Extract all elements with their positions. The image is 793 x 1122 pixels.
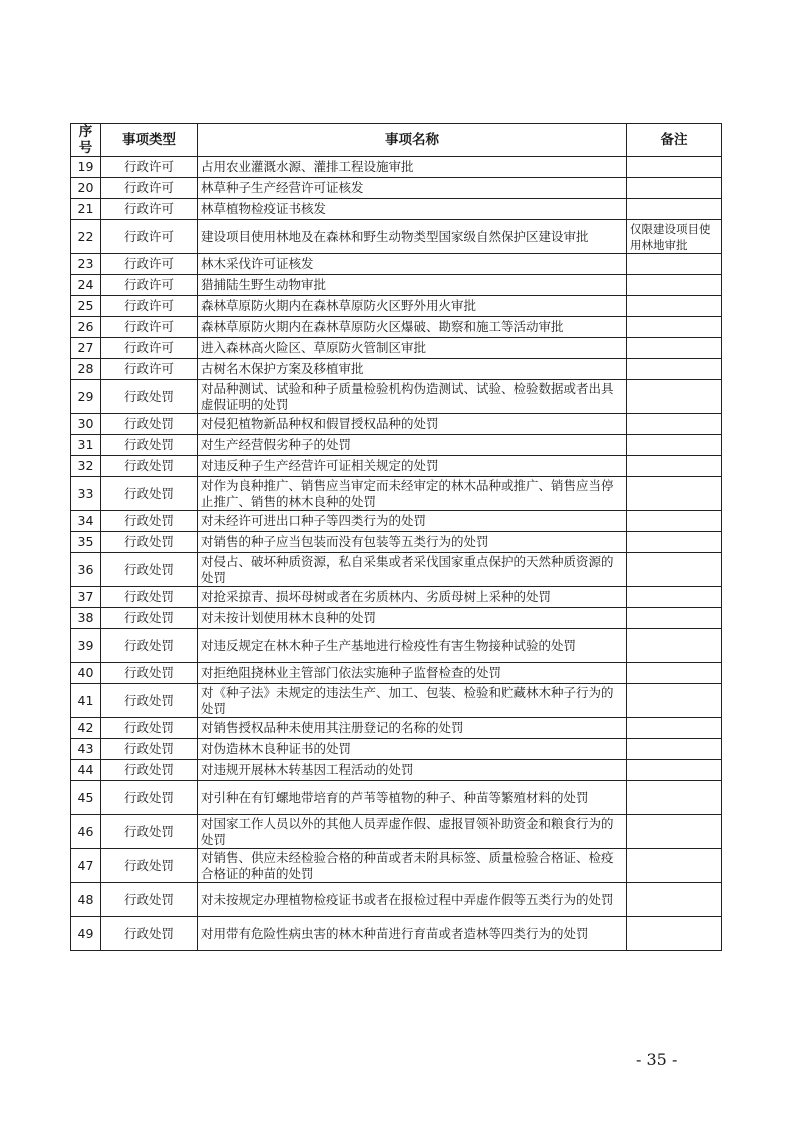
row-serial-number: 44 <box>71 760 101 781</box>
row-serial-number: 40 <box>71 663 101 684</box>
table-row <box>71 199 722 220</box>
page-number: - 35 - <box>636 1050 678 1069</box>
row-remarks <box>627 338 722 359</box>
row-item-name: 森林草原防火期内在森林草原防火区野外用火审批 <box>198 296 627 317</box>
table-row <box>71 883 722 917</box>
table-row <box>71 317 722 338</box>
table-row <box>71 414 722 435</box>
row-item-type: 行政处罚 <box>101 849 198 883</box>
items-table <box>70 123 722 951</box>
row-serial-number: 27 <box>71 338 101 359</box>
row-serial-number: 21 <box>71 199 101 220</box>
table-header-row <box>71 124 722 157</box>
row-remarks <box>627 849 722 883</box>
table-row <box>71 608 722 629</box>
row-item-type: 行政许可 <box>101 220 198 254</box>
table-row <box>71 553 722 587</box>
table-row <box>71 532 722 553</box>
row-remarks <box>627 317 722 338</box>
row-item-name: 对销售的种子应当包装而没有包装等五类行为的处罚 <box>198 532 627 553</box>
row-item-type: 行政许可 <box>101 254 198 275</box>
row-remarks <box>627 157 722 178</box>
row-item-type: 行政处罚 <box>101 532 198 553</box>
row-remarks <box>627 359 722 380</box>
row-remarks <box>627 380 722 414</box>
row-serial-number: 29 <box>71 380 101 414</box>
row-serial-number: 23 <box>71 254 101 275</box>
row-item-type: 行政处罚 <box>101 435 198 456</box>
table-row <box>71 760 722 781</box>
row-item-name: 占用农业灌溉水源、灌排工程设施审批 <box>198 157 627 178</box>
row-remarks <box>627 815 722 849</box>
row-remarks <box>627 435 722 456</box>
row-item-name: 对销售、供应未经检验合格的种苗或者未附具标签、质量检验合格证、检疫合格证的种苗的处罚 <box>198 849 627 883</box>
row-remarks <box>627 917 722 951</box>
table-row <box>71 296 722 317</box>
row-remarks <box>627 883 722 917</box>
row-remarks <box>627 532 722 553</box>
row-remarks <box>627 553 722 587</box>
row-item-name: 建设项目使用林地及在森林和野生动物类型国家级自然保护区建设审批 <box>198 220 627 254</box>
row-item-type: 行政处罚 <box>101 587 198 608</box>
row-item-name: 对生产经营假劣种子的处罚 <box>198 435 627 456</box>
row-serial-number: 26 <box>71 317 101 338</box>
row-item-name: 林草种子生产经营许可证核发 <box>198 178 627 199</box>
row-serial-number: 35 <box>71 532 101 553</box>
row-serial-number: 20 <box>71 178 101 199</box>
table-row <box>71 815 722 849</box>
row-item-name: 对品种测试、试验和种子质量检验机构伪造测试、试验、检验数据或者出具虚假证明的处罚 <box>198 380 627 414</box>
row-serial-number: 32 <box>71 456 101 477</box>
row-item-type: 行政处罚 <box>101 663 198 684</box>
table-row <box>71 254 722 275</box>
row-item-type: 行政处罚 <box>101 456 198 477</box>
table-row <box>71 739 722 760</box>
row-item-name: 林木采伐许可证核发 <box>198 254 627 275</box>
row-item-type: 行政处罚 <box>101 883 198 917</box>
row-serial-number: 25 <box>71 296 101 317</box>
row-item-name: 对拒绝阻挠林业主管部门依法实施种子监督检查的处罚 <box>198 663 627 684</box>
row-remarks <box>627 629 722 663</box>
row-item-type: 行政处罚 <box>101 380 198 414</box>
row-remarks <box>627 178 722 199</box>
row-item-type: 行政处罚 <box>101 781 198 815</box>
row-remarks <box>627 781 722 815</box>
row-item-name: 古树名木保护方案及移植审批 <box>198 359 627 380</box>
row-item-name: 对用带有危险性病虫害的林木种苗进行育苗或者造林等四类行为的处罚 <box>198 917 627 951</box>
table-row <box>71 477 722 511</box>
row-item-name: 对销售授权品种未使用其注册登记的名称的处罚 <box>198 718 627 739</box>
row-serial-number: 38 <box>71 608 101 629</box>
row-remarks <box>627 718 722 739</box>
header-serial-number: 序号 <box>71 124 101 157</box>
row-serial-number: 41 <box>71 684 101 718</box>
row-item-type: 行政许可 <box>101 338 198 359</box>
row-item-type: 行政许可 <box>101 317 198 338</box>
header-item-type: 事项类型 <box>101 124 198 157</box>
row-item-type: 行政许可 <box>101 199 198 220</box>
row-item-name: 对未经许可进出口种子等四类行为的处罚 <box>198 511 627 532</box>
row-serial-number: 33 <box>71 477 101 511</box>
row-remarks <box>627 296 722 317</box>
row-serial-number: 19 <box>71 157 101 178</box>
row-serial-number: 47 <box>71 849 101 883</box>
row-item-name: 对侵占、破坏种质资源，私自采集或者采伐国家重点保护的天然种质资源的处罚 <box>198 553 627 587</box>
row-item-type: 行政处罚 <box>101 477 198 511</box>
table-row <box>71 663 722 684</box>
row-item-name: 对抢采掠青、损坏母树或者在劣质林内、劣质母树上采种的处罚 <box>198 587 627 608</box>
row-item-type: 行政处罚 <box>101 815 198 849</box>
row-item-type: 行政处罚 <box>101 718 198 739</box>
row-remarks <box>627 511 722 532</box>
row-serial-number: 31 <box>71 435 101 456</box>
table-row <box>71 178 722 199</box>
row-item-name: 对引种在有钉螺地带培育的芦苇等植物的种子、种苗等繁殖材料的处罚 <box>198 781 627 815</box>
row-remarks <box>627 199 722 220</box>
row-serial-number: 49 <box>71 917 101 951</box>
row-serial-number: 22 <box>71 220 101 254</box>
row-item-name: 对《种子法》未规定的违法生产、加工、包装、检验和贮藏林木种子行为的处罚 <box>198 684 627 718</box>
row-item-type: 行政许可 <box>101 157 198 178</box>
row-item-name: 对未按规定办理植物检疫证书或者在报检过程中弄虚作假等五类行为的处罚 <box>198 883 627 917</box>
table-row <box>71 456 722 477</box>
row-item-type: 行政许可 <box>101 296 198 317</box>
row-item-type: 行政处罚 <box>101 917 198 951</box>
row-serial-number: 48 <box>71 883 101 917</box>
row-item-name: 对侵犯植物新品种权和假冒授权品种的处罚 <box>198 414 627 435</box>
table-row <box>71 157 722 178</box>
table-row <box>71 359 722 380</box>
table-body <box>71 157 722 951</box>
row-item-name: 森林草原防火期内在森林草原防火区爆破、勘察和施工等活动审批 <box>198 317 627 338</box>
table-row <box>71 511 722 532</box>
header-remarks: 备注 <box>627 124 722 157</box>
row-item-name: 对违反种子生产经营许可证相关规定的处罚 <box>198 456 627 477</box>
table-row <box>71 917 722 951</box>
row-item-name: 进入森林高火险区、草原防火管制区审批 <box>198 338 627 359</box>
row-remarks <box>627 760 722 781</box>
table-row <box>71 849 722 883</box>
row-remarks: 仅限建设项目使用林地审批 <box>627 220 722 254</box>
row-serial-number: 28 <box>71 359 101 380</box>
row-serial-number: 42 <box>71 718 101 739</box>
table-row <box>71 629 722 663</box>
row-serial-number: 43 <box>71 739 101 760</box>
table-row <box>71 587 722 608</box>
row-item-type: 行政处罚 <box>101 414 198 435</box>
row-item-type: 行政许可 <box>101 275 198 296</box>
row-item-type: 行政处罚 <box>101 760 198 781</box>
row-item-type: 行政处罚 <box>101 739 198 760</box>
row-serial-number: 34 <box>71 511 101 532</box>
header-item-name: 事项名称 <box>198 124 627 157</box>
table-row <box>71 380 722 414</box>
row-item-name: 猎捕陆生野生动物审批 <box>198 275 627 296</box>
row-remarks <box>627 739 722 760</box>
row-item-type: 行政处罚 <box>101 553 198 587</box>
row-serial-number: 45 <box>71 781 101 815</box>
table-row <box>71 338 722 359</box>
row-remarks <box>627 456 722 477</box>
row-serial-number: 39 <box>71 629 101 663</box>
row-remarks <box>627 608 722 629</box>
row-serial-number: 30 <box>71 414 101 435</box>
row-remarks <box>627 477 722 511</box>
row-remarks <box>627 275 722 296</box>
row-item-name: 对作为良种推广、销售应当审定而未经审定的林木品种或推广、销售应当停止推广、销售的林木良种的处罚 <box>198 477 627 511</box>
row-item-name: 林草植物检疫证书核发 <box>198 199 627 220</box>
row-item-type: 行政许可 <box>101 178 198 199</box>
row-remarks <box>627 684 722 718</box>
row-item-type: 行政处罚 <box>101 608 198 629</box>
row-serial-number: 37 <box>71 587 101 608</box>
table-row <box>71 275 722 296</box>
row-item-name: 对违规开展林木转基因工程活动的处罚 <box>198 760 627 781</box>
table-row <box>71 435 722 456</box>
table-row <box>71 718 722 739</box>
table-row <box>71 684 722 718</box>
row-item-name: 对伪造林木良种证书的处罚 <box>198 739 627 760</box>
row-item-type: 行政处罚 <box>101 511 198 532</box>
row-item-name: 对未按计划使用林木良种的处罚 <box>198 608 627 629</box>
row-item-name: 对国家工作人员以外的其他人员弄虚作假、虚报冒领补助资金和粮食行为的处罚 <box>198 815 627 849</box>
row-item-name: 对违反规定在林木种子生产基地进行检疫性有害生物接种试验的处罚 <box>198 629 627 663</box>
row-item-type: 行政许可 <box>101 359 198 380</box>
row-serial-number: 24 <box>71 275 101 296</box>
row-remarks <box>627 414 722 435</box>
row-item-type: 行政处罚 <box>101 629 198 663</box>
row-item-type: 行政处罚 <box>101 684 198 718</box>
row-serial-number: 46 <box>71 815 101 849</box>
row-remarks <box>627 254 722 275</box>
row-remarks <box>627 587 722 608</box>
row-remarks <box>627 663 722 684</box>
row-serial-number: 36 <box>71 553 101 587</box>
table-row <box>71 220 722 254</box>
table-row <box>71 781 722 815</box>
